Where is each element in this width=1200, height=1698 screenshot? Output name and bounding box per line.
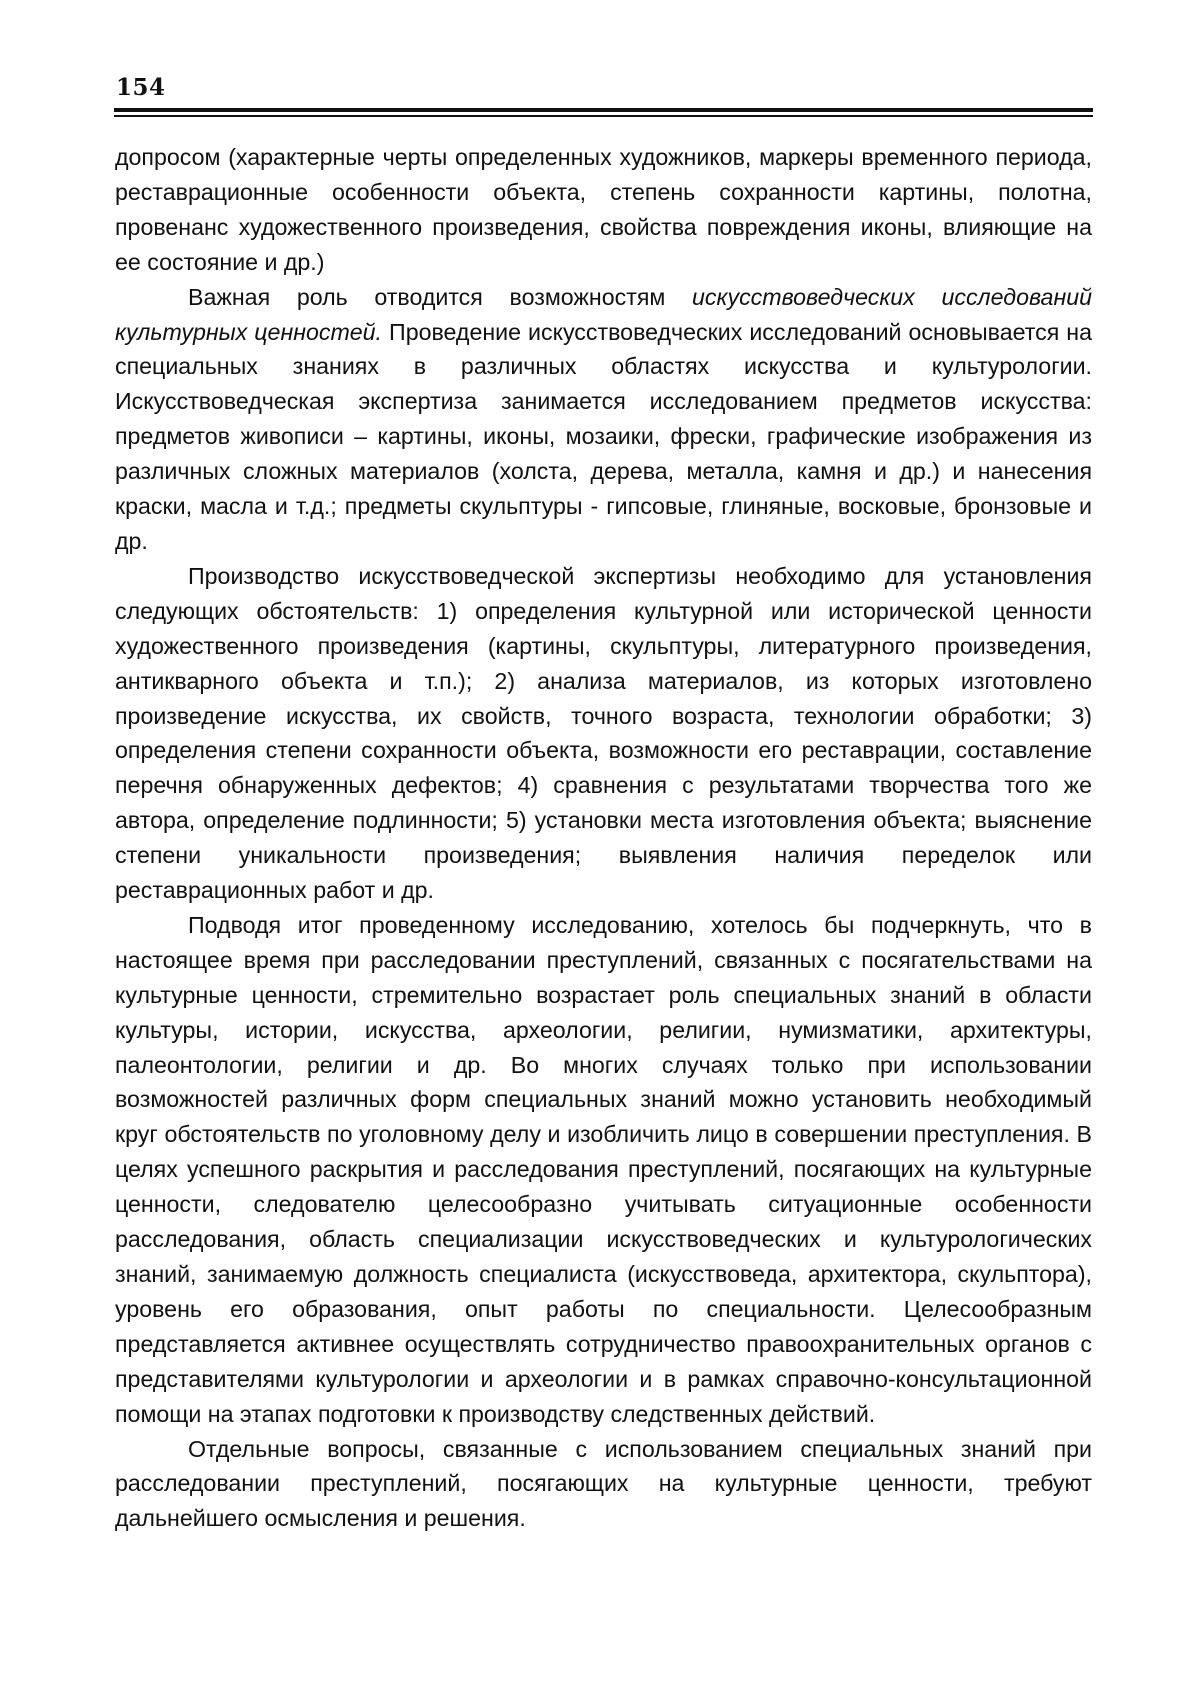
- paragraph-1: допросом (характерные черты определенных художников, маркеры временного периода, реставрационные особенности объекта, степень сохранности картины, полотна, провенанс художественного произведения, свойства повреждения иконы, влияющие на ее состояние и др.): [115, 144, 1092, 275]
- paragraph-2-emphasis: искусствоведческих исследований культурных ценностей.: [115, 283, 1092, 345]
- paragraph-3: Производство искусствоведческой экспертизы необходимо для установления следующих обстоятельств: 1) определения культурной или исторической ценности художественного произведения (картины, скульптуры, литературного произведения, антикварного объекта и т.п.); 2) анализа материалов, из которых изготовлено произведение искусства, их свойств, точного возраста, технологии обработки; 3) определения степени сохранности объекта, возможности его реставрации, составление перечня обнаруженных дефектов; 4) сравнения с результатами творчества того же автора, определение подлинности; 5) установки места изготовления объекта; выяснение степени уникальности произведения; выявления наличия переделок или реставрационных работ и др.: [115, 562, 1092, 904]
- paragraph-2-text: Проведение искусствоведческих исследований основывается на специальных знаниях в различных областях искусства и культурологии. Искусствоведческая экспертиза занимается исследованием предметов искусства: предметов живописи – картины, иконы, мозаики, фрески, графические изображения из различных сложных материалов (холста, дерева, металла, камня и др.) и нанесения краски, масла и т.д.; предметы скульптуры - гипсовые, глиняные, восковые, бронзовые и др.: [115, 318, 1092, 554]
- header-rule-thin: [114, 115, 1093, 117]
- paragraph-4: Подводя итог проведенному исследованию, хотелось бы подчеркнуть, что в настоящее время при расследовании преступлений, связанных с посягательствами на культурные ценности, стремительно возрастает роль специальных знаний в области культуры, истории, искусства, археологии, религии, нумизматики, архитектуры, палеонтологии, религии и др. Во многих случаях только при использовании возможностей различных форм специальных знаний можно установить необходимый круг обстоятельств по уголовному делу и изобличить лицо в совершении преступления. В целях успешного раскрытия и расследования преступлений, посягающих на культурные ценности, следователю целесообразно учитывать ситуационные особенности расследования, область специализации искусствоведческих и культурологических знаний, занимаемую должность специалиста (искусствоведа, архитектора, скульптора), уровень его образования, опыт работы по специальности. Целесообразным представляется активнее осуществлять сотрудничество правоохранительных органов с представителями культурологии и археологии и в рамках справочно-консультационной помощи на этапах подготовки к производству следственных действий.: [115, 911, 1092, 1427]
- paragraph-2: [115, 280, 1092, 559]
- header-rule-thick: [114, 108, 1093, 112]
- body-text: [115, 140, 1092, 1536]
- page-number: 154: [116, 74, 166, 101]
- paragraph-2-lead: Важная роль отводится возможностям: [188, 283, 693, 310]
- paragraph-5: Отдельные вопросы, связанные с использованием специальных знаний при расследовании преступлений, посягающих на культурные ценности, требуют дальнейшего осмысления и решения.: [115, 1435, 1092, 1532]
